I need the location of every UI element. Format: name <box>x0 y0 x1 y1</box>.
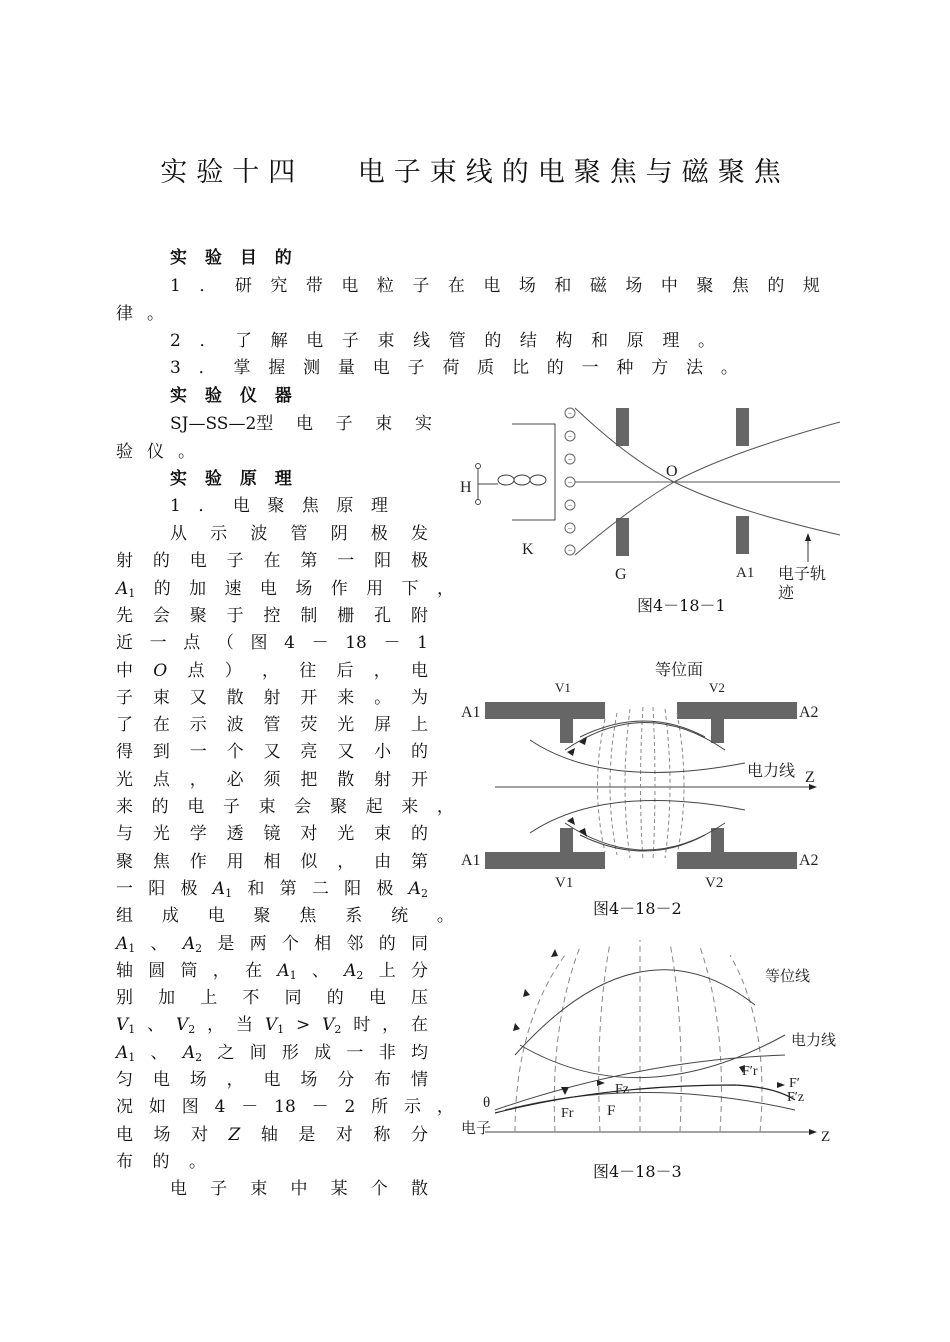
label-Fz: Fz <box>615 1082 629 1097</box>
equipotential-surfaces <box>598 707 685 860</box>
body-line: 组 成 电 聚 焦 系 统 。 <box>116 906 454 927</box>
label-O: O <box>666 463 678 480</box>
principle-heading: 实 验 原 理 <box>170 469 298 489</box>
electrode-A1-bottom <box>485 852 605 869</box>
body-line: $V_1$ 、 $V_2$ ， 当 $V_1$ > $V_2$ 时 ， 在 <box>116 1015 428 1037</box>
label-equipotential: 等位面 <box>655 662 704 679</box>
body-line: 了 在 示 波 管 荧 光 屏 上 <box>116 715 428 736</box>
label-H: H <box>460 479 472 496</box>
purpose-item-1: 1 ． 研 究 带 电 粒 子 在 电 场 和 磁 场 中 聚 焦 的 规 <box>170 276 820 296</box>
svg-text:−: − <box>567 478 573 487</box>
body-line: 光 点 ， 必 须 把 散 射 开 <box>116 769 428 790</box>
electrode-A2-bottom <box>677 852 797 869</box>
svg-text:−: − <box>567 524 573 533</box>
electron-trajectories <box>575 408 840 555</box>
body-line: 聚 焦 作 用 相 似 ， 由 第 <box>116 851 428 872</box>
svg-text:−: − <box>567 432 573 441</box>
electrode-A1-top <box>485 702 605 719</box>
cathode-assembly <box>476 424 556 520</box>
body-line: 轴 圆 筒 ， 在 $A_1$ 、 $A_2$ 上 分 <box>116 960 428 982</box>
body-line: 中 O 点 ） ， 往 后 ， 电 <box>116 660 428 681</box>
body-line: 近 一 点 （ 图 4 － 18 － 1 <box>116 633 428 654</box>
body-line: 匀 电 场 ， 电 场 分 布 情 <box>116 1070 428 1090</box>
body-line: 布 的 。 <box>116 1151 206 1172</box>
instrument-line-b: 验仪。 <box>116 442 209 462</box>
body-line: 从 示 波 管 阴 极 发 <box>170 524 428 544</box>
svg-text:−: − <box>567 546 573 555</box>
label-V1-top: V1 <box>555 680 571 695</box>
principle-item-1: 1 ． 电 聚 焦 原 理 <box>170 496 388 516</box>
figure-4-18-3-caption: 图4－18－3 <box>593 1162 682 1181</box>
svg-text:−: − <box>567 409 573 418</box>
body-line: 别 加 上 不 同 的 电 压 <box>116 988 428 1009</box>
label-F: F <box>607 1103 616 1119</box>
body-line: 电 场 对 Z 轴 是 对 称 分 <box>116 1124 428 1145</box>
body-line: 来 的 电 子 束 会 聚 起 来 ， <box>116 797 454 817</box>
svg-text:−: − <box>567 455 573 464</box>
equipotential-lines <box>515 940 762 1132</box>
label-equipotential: 等位线 <box>765 969 811 985</box>
grid-electrode-bottom <box>616 518 629 556</box>
label-Fz-prime: F′z <box>787 1090 805 1105</box>
body-line: 得 到 一 个 又 亮 又 小 的 <box>116 742 428 763</box>
body-line: 先 会 聚 于 控 制 栅 孔 附 <box>116 605 428 626</box>
label-A2-bottom: A2 <box>799 852 819 869</box>
instrument-heading: 实 验 仪 器 <box>170 386 298 406</box>
label-track-1: 电子轨 <box>778 566 827 583</box>
label-V2-top: V2 <box>709 680 725 695</box>
label-electron: 电子 <box>461 1121 492 1137</box>
body-line: 射 的 电 子 在 第 一 阳 极 <box>116 551 428 572</box>
svg-text:−: − <box>567 501 573 510</box>
label-A1: A1 <box>736 565 755 581</box>
electrode-A2-top <box>677 702 797 719</box>
purpose-item-2: 2 ． 了 解 电 子 束 线 管 的 结 构 和 原 理 。 <box>170 331 715 351</box>
electron-path <box>495 1085 795 1113</box>
label-V1-bottom: V1 <box>555 875 574 891</box>
label-track-2: 迹 <box>778 585 795 602</box>
anode-electrode-bottom <box>736 516 749 554</box>
body-line: $A_1$ 、 $A_2$ 之 间 形 成 一 非 均 <box>116 1042 428 1064</box>
purpose-heading: 实 验 目 的 <box>170 248 298 268</box>
label-theta: θ <box>483 1095 491 1111</box>
anode-electrode-top <box>736 408 749 446</box>
body-line: $A_1$ 的 加 速 电 场 作 用 下 ， <box>116 578 454 600</box>
label-F-prime: F′ <box>789 1076 800 1091</box>
purpose-item-3: 3 ． 掌 握 测 量 电 子 荷 质 比 的 一 种 方 法 。 <box>170 358 738 378</box>
label-field-line: 电力线 <box>747 763 796 780</box>
body-line: $A_1$ 、 $A_2$ 是 两 个 相 邻 的 同 <box>116 933 428 955</box>
label-A2-top: A2 <box>799 704 819 721</box>
figure-4-18-2-caption: 图4－18－2 <box>593 899 682 918</box>
label-K: K <box>522 541 534 558</box>
label-Fr: Fr <box>561 1106 574 1121</box>
label-Z: Z <box>821 1129 831 1145</box>
label-Z: Z <box>805 769 815 786</box>
body-line: 与 光 学 透 镜 对 光 束 的 <box>116 824 428 845</box>
figure-4-18-2 <box>455 655 855 895</box>
instrument-line-a: SJ—SS—2型 电 子 束 实 <box>170 414 432 434</box>
label-A1-bottom: A1 <box>461 852 481 869</box>
body-line: 电 子 束 中 某 个 散 <box>170 1179 428 1200</box>
figure-4-18-3 <box>455 935 855 1155</box>
body-line: 一 阳 极 $A_1$ 和 第 二 阳 极 $A_2$ <box>116 878 428 900</box>
label-V2-bottom: V2 <box>705 875 724 891</box>
label-Fr-prime: F′r <box>742 1064 758 1079</box>
body-line: 子 束 又 散 射 开 来 。 为 <box>116 687 428 708</box>
body-line: 况 如 图 4 － 18 － 2 所 示 ， <box>116 1097 454 1118</box>
label-field-line: 电力线 <box>791 1033 837 1049</box>
figure-4-18-1 <box>450 400 850 602</box>
label-G: G <box>615 566 627 583</box>
label-A1-top: A1 <box>461 704 481 721</box>
purpose-item-1-cont: 律。 <box>116 304 178 324</box>
figure-4-18-1-caption: 图4－18－1 <box>637 596 726 615</box>
grid-electrode-top <box>616 408 629 446</box>
page-title: 实验十四 电子束线的电聚焦与磁聚焦 <box>160 157 790 188</box>
